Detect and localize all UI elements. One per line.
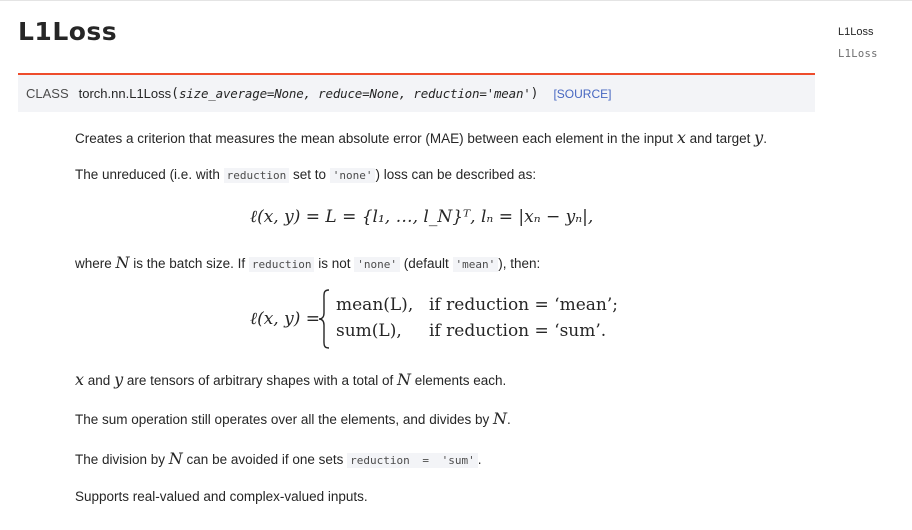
math-n: N bbox=[492, 409, 507, 428]
source-link[interactable]: [SOURCE] bbox=[553, 86, 612, 101]
inline-code: reduction bbox=[347, 453, 413, 468]
math-y: y bbox=[114, 370, 124, 389]
complex-support-paragraph: Supports real-valued and complex-valued inputs. bbox=[75, 489, 368, 504]
math-y: y bbox=[754, 128, 764, 147]
inline-code: 'none' bbox=[354, 257, 400, 272]
text: elements each. bbox=[411, 373, 507, 388]
text: (default bbox=[399, 256, 453, 271]
math-n: N bbox=[115, 253, 130, 272]
text: . bbox=[506, 412, 511, 427]
cases-lhs: ℓ(x, y) = bbox=[250, 309, 320, 329]
case-row-mean bbox=[336, 295, 618, 315]
division-paragraph bbox=[75, 449, 482, 468]
text: The sum operation still operates over all the elements, and divides by bbox=[75, 412, 493, 427]
page-title: L1Loss bbox=[18, 17, 118, 46]
inline-code: reduction bbox=[224, 168, 290, 183]
toc-link-l1loss[interactable]: L1Loss bbox=[838, 48, 878, 60]
signature-close-paren: ) bbox=[530, 86, 539, 101]
math-x: x bbox=[75, 370, 85, 389]
math-n: N bbox=[397, 370, 411, 389]
math-n: N bbox=[168, 449, 183, 468]
case-row-sum bbox=[336, 321, 607, 341]
text: is the batch size. If bbox=[129, 256, 249, 271]
description-paragraph bbox=[75, 128, 767, 147]
inline-code: 'mean' bbox=[453, 257, 499, 272]
case-condition: if reduction = ‘mean’; bbox=[429, 295, 618, 315]
table-of-contents bbox=[838, 24, 878, 60]
case-expression: mean(L), bbox=[336, 295, 414, 315]
text: ) loss can be described as: bbox=[375, 167, 537, 182]
case-expression: sum(L), bbox=[336, 321, 402, 341]
text: set to bbox=[289, 167, 330, 182]
reduction-cases-equation bbox=[250, 289, 630, 351]
toc-heading[interactable]: L1Loss bbox=[838, 26, 874, 38]
text: and target bbox=[685, 131, 755, 146]
unreduced-paragraph bbox=[75, 167, 536, 182]
sum-operation-paragraph bbox=[75, 409, 511, 428]
inline-code: reduction bbox=[249, 257, 315, 272]
inline-code: = bbox=[413, 453, 439, 468]
math-x: x bbox=[676, 128, 686, 147]
text: . bbox=[477, 452, 482, 467]
class-signature-bar bbox=[18, 73, 815, 112]
loss-equation: ℓ(x, y) = L = {l₁, …, l_N}ᵀ, lₙ = |xₙ − yₙ|, bbox=[250, 207, 594, 227]
top-divider bbox=[0, 0, 912, 1]
text: ), then: bbox=[498, 256, 541, 271]
class-name: torch.nn.L1Loss bbox=[78, 86, 172, 101]
text: is not bbox=[314, 256, 355, 271]
text: where bbox=[75, 256, 116, 271]
text: . bbox=[763, 131, 767, 146]
text: The unreduced (i.e. with bbox=[75, 167, 224, 182]
signature-params: size_average=None, reduce=None, reduction='mean' bbox=[178, 86, 531, 101]
inline-code: 'none' bbox=[330, 168, 376, 183]
tensor-shape-paragraph bbox=[75, 370, 506, 389]
left-brace-icon bbox=[318, 289, 330, 349]
text: Creates a criterion that measures the mean absolute error (MAE) between each element in the input bbox=[75, 131, 677, 146]
inline-code: 'sum' bbox=[439, 453, 478, 468]
batch-size-paragraph bbox=[75, 253, 540, 272]
text: The division by bbox=[75, 452, 169, 467]
case-condition: if reduction = ‘sum’. bbox=[429, 321, 607, 341]
text: and bbox=[84, 373, 115, 388]
text: can be avoided if one sets bbox=[182, 452, 348, 467]
signature-open-paren: ( bbox=[171, 86, 179, 101]
text: are tensors of arbitrary shapes with a total of bbox=[123, 373, 397, 388]
class-keyword: CLASS bbox=[26, 86, 69, 101]
